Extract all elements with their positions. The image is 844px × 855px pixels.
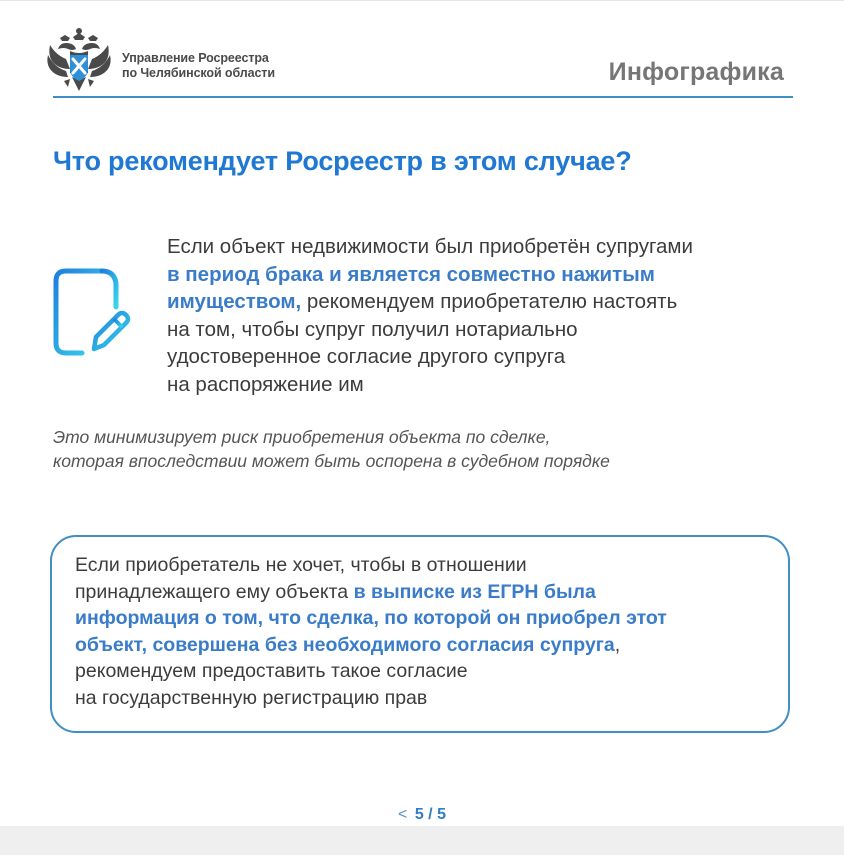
org-name-line-1: Управление Росреестра (122, 51, 269, 65)
callout-highlight: объект, совершена без необходимого согласия супруга (75, 633, 615, 656)
italic-note (53, 425, 610, 473)
previous-page-button[interactable]: < (398, 806, 408, 823)
org-name-line-2: по Челябинской области (122, 66, 275, 80)
callout-text-plain: , (614, 633, 621, 656)
section-label: Инфографика (608, 58, 784, 86)
bottom-bar (0, 826, 844, 855)
total-pages: 5 (437, 806, 446, 823)
callout-line (75, 632, 667, 659)
paragraph-line: удостоверенное согласие другого супруга (167, 345, 566, 368)
recommendation-paragraph (167, 233, 807, 398)
paragraph-line (167, 288, 807, 316)
page-title: Что рекомендует Росреестр в этом случае? (53, 146, 632, 176)
current-page: 5 (414, 806, 424, 823)
top-divider (0, 0, 844, 1)
organization-name (122, 51, 275, 81)
paragraph-text: рекомендуем приобретателю настоять (301, 290, 678, 313)
callout-line: рекомендуем предоставить такое согласие (75, 660, 468, 682)
paragraph-line: Если объект недвижимости был приобретён супругами (167, 235, 693, 258)
paragraph-highlight: имуществом, (167, 290, 302, 313)
callout-highlight: информация о том, что сделка, по которой он приобрел этот (75, 607, 667, 629)
page-separator: / (428, 806, 433, 823)
callout-line: на государственную регистрацию прав (75, 686, 428, 709)
callout-text (75, 552, 667, 711)
paragraph-line: на распоряжение им (167, 372, 364, 396)
callout-line (75, 579, 667, 606)
note-line: которая впоследствии может быть оспорена в судебном порядке (53, 451, 610, 471)
note-line: Это минимизирует риск приобретения объекта по сделке, (53, 427, 551, 447)
callout-line: Если приобретатель не хочет, чтобы в отношении (75, 554, 527, 576)
document-with-pencil-icon (52, 265, 132, 360)
pagination (0, 806, 844, 824)
callout-highlight: в выписке из ЕГРН была (353, 580, 596, 603)
callout-text-plain: принадлежащего ему объекта (75, 580, 354, 603)
rosreestr-eagle-logo (46, 25, 112, 95)
paragraph-line: на том, чтобы супруг получил нотариально (167, 317, 578, 341)
paragraph-highlight: в период брака и является совместно нажитым (167, 262, 655, 286)
header-divider (53, 96, 793, 98)
